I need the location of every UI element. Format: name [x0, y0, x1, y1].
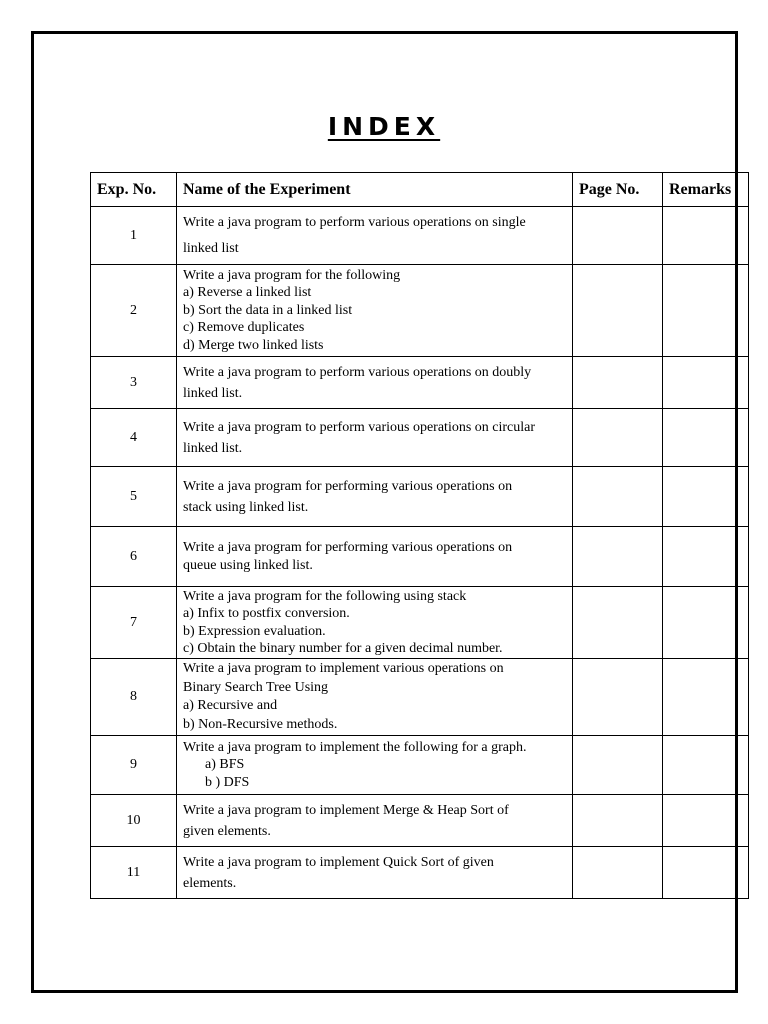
page-no-cell	[573, 207, 663, 265]
experiment-line: Write a java program to implement Quick Sort of given	[183, 854, 494, 870]
header-row	[91, 173, 749, 207]
table-row	[91, 409, 749, 467]
experiment-line: given elements.	[183, 823, 271, 839]
exp-no-cell: 7	[91, 587, 177, 659]
table-row	[91, 265, 749, 357]
page-no-cell	[573, 409, 663, 467]
experiment-line: b) Expression evaluation.	[183, 623, 326, 639]
table-row	[91, 587, 749, 659]
experiment-line: a) Infix to postfix conversion.	[183, 606, 350, 621]
remarks-cell	[663, 587, 749, 659]
experiment-line: Write a java program to perform various operations on doubly	[183, 364, 532, 380]
page-no-cell	[573, 527, 663, 587]
experiment-line: Write a java program to perform various operations on circular	[183, 419, 536, 435]
experiment-line: Write a java program to implement the following for a graph.	[183, 739, 527, 755]
experiment-line: linked list.	[183, 440, 243, 456]
experiment-line: Write a java program to perform various operations on single	[183, 214, 526, 230]
experiment-line: a) Reverse a linked list	[183, 285, 312, 301]
remarks-cell	[663, 207, 749, 265]
table-row	[91, 795, 749, 847]
page-title: INDEX	[327, 112, 441, 141]
experiment-name-cell	[177, 467, 573, 527]
experiment-line: Write a java program to implement various operations on	[183, 661, 504, 676]
experiment-line: b ) DFS	[205, 774, 250, 790]
experiment-line: stack using linked list.	[183, 499, 309, 515]
experiment-name-cell	[177, 207, 573, 265]
experiment-name-cell	[177, 527, 573, 587]
experiment-line: elements.	[183, 875, 237, 891]
remarks-cell	[663, 527, 749, 587]
table-row	[91, 847, 749, 899]
experiment-name-cell	[177, 265, 573, 357]
experiment-line: linked list	[183, 240, 239, 256]
exp-no-cell: 9	[91, 736, 177, 795]
remarks-cell	[663, 795, 749, 847]
experiment-line: a) BFS	[205, 757, 245, 773]
remarks-cell	[663, 357, 749, 409]
header-page-no: Page No.	[573, 173, 663, 207]
exp-no-cell: 5	[91, 467, 177, 527]
exp-no-cell: 4	[91, 409, 177, 467]
exp-no-cell: 2	[91, 265, 177, 357]
page-no-cell	[573, 357, 663, 409]
experiment-line: Write a java program for performing various operations on	[183, 478, 513, 494]
experiment-name-cell	[177, 847, 573, 899]
experiment-name-cell	[177, 736, 573, 795]
experiment-line: b) Non-Recursive methods.	[183, 716, 338, 732]
experiment-line: c) Obtain the binary number for a given decimal number.	[183, 641, 503, 656]
experiment-line: Write a java program for the following	[183, 267, 401, 283]
page-no-cell	[573, 467, 663, 527]
exp-no-cell: 1	[91, 207, 177, 265]
experiment-line: Write a java program to implement Merge & Heap Sort of	[183, 802, 509, 818]
table-row	[91, 659, 749, 736]
index-table	[90, 172, 749, 899]
exp-no-cell: 11	[91, 847, 177, 899]
header-remarks: Remarks	[663, 173, 749, 207]
experiment-line: Write a java program for the following using stack	[183, 588, 467, 604]
experiment-line: linked list.	[183, 385, 243, 401]
table-row	[91, 207, 749, 265]
remarks-cell	[663, 265, 749, 357]
remarks-cell	[663, 467, 749, 527]
page-no-cell	[573, 659, 663, 736]
remarks-cell	[663, 736, 749, 795]
header-experiment-name: Name of the Experiment	[177, 173, 573, 207]
page-no-cell	[573, 587, 663, 659]
experiment-line: d) Merge two linked lists	[183, 337, 324, 353]
experiment-line: Binary Search Tree Using	[183, 679, 329, 695]
experiment-line: queue using linked list.	[183, 557, 313, 573]
experiment-name-cell	[177, 795, 573, 847]
experiment-name-cell	[177, 587, 573, 659]
page-no-cell	[573, 736, 663, 795]
experiment-line: b) Sort the data in a linked list	[183, 302, 353, 318]
remarks-cell	[663, 659, 749, 736]
exp-no-cell: 6	[91, 527, 177, 587]
table-row	[91, 467, 749, 527]
experiment-name-cell	[177, 409, 573, 467]
table-row	[91, 357, 749, 409]
remarks-cell	[663, 409, 749, 467]
remarks-cell	[663, 847, 749, 899]
experiment-line: Write a java program for performing various operations on	[183, 540, 513, 555]
exp-no-cell: 8	[91, 659, 177, 736]
header-exp-no: Exp. No.	[91, 173, 177, 207]
experiment-name-cell	[177, 357, 573, 409]
experiment-line: c) Remove duplicates	[183, 320, 305, 336]
page-no-cell	[573, 847, 663, 899]
table-row	[91, 736, 749, 795]
page-no-cell	[573, 265, 663, 357]
exp-no-cell: 10	[91, 795, 177, 847]
exp-no-cell: 3	[91, 357, 177, 409]
page-no-cell	[573, 795, 663, 847]
experiment-line: a) Recursive and	[183, 698, 278, 713]
experiment-name-cell	[177, 659, 573, 736]
table-row	[91, 527, 749, 587]
